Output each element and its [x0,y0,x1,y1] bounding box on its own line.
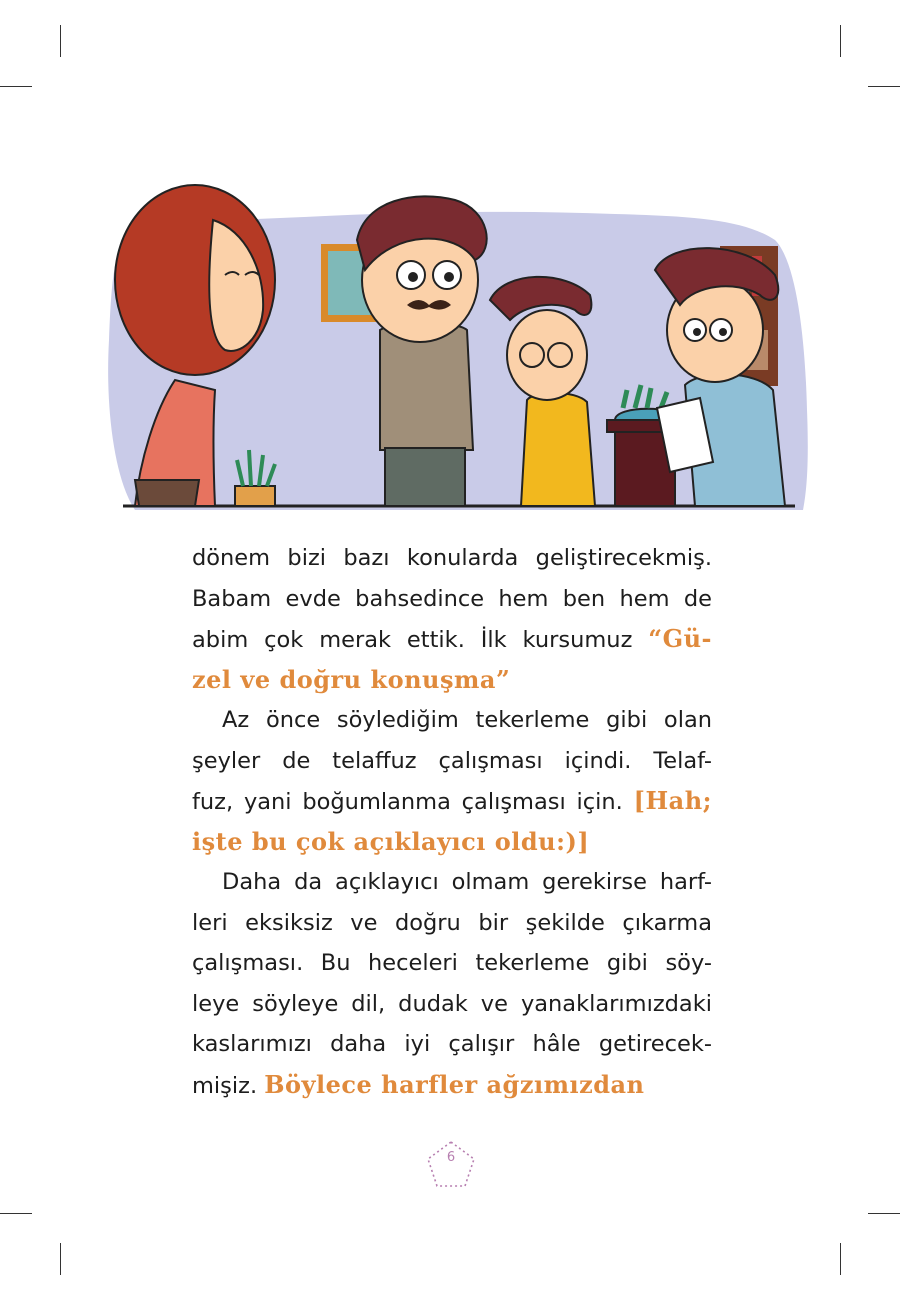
text-line [192,1024,712,1065]
highlighted-text: [Hah; [633,786,712,815]
page-number-badge [425,1138,477,1190]
text-line [192,781,712,822]
crop-mark-top-left-h [0,86,32,87]
text-segment: Babam evde bahsedince hem ben hem de [192,585,712,612]
crop-mark-top-right-v [840,25,841,57]
crop-mark-top-right-h [868,86,900,87]
highlighted-text: zel ve doğru konuşma” [192,664,511,694]
text-segment: mişiz. [192,1072,265,1099]
text-line [192,660,712,701]
text-line [192,984,712,1025]
text-line [192,700,712,741]
text-line [192,903,712,944]
text-segment: Daha da açıklayıcı olmam gerekirse harf- [222,869,712,895]
crop-mark-top-left-v [60,25,61,57]
text-line [192,862,712,903]
text-segment: leye söyleye dil, dudak ve yanaklarımızdaki [192,990,712,1017]
text-segment: çalışması. Bu heceleri tekerleme gibi söy- [192,950,712,976]
text-segment: şeyler de telaffuz çalışması içindi. Telaf- [192,747,712,774]
text-line [192,538,712,579]
text-line [192,943,712,984]
text-line [192,741,712,782]
page-number: 6 [446,1150,456,1165]
highlighted-text: “Gü- [648,624,712,653]
text-line [192,822,712,863]
crop-mark-bottom-right-v [840,1243,841,1275]
story-text [192,538,712,1105]
paragraph [192,862,712,1105]
text-segment: abim çok merak ettik. İlk kursumuz [192,627,649,653]
crop-mark-bottom-right-h [868,1213,900,1214]
text-segment: Az önce söylediğim tekerleme gibi olan [222,707,712,733]
text-line [192,1065,712,1106]
text-line [192,619,712,660]
text-line [192,579,712,620]
crop-mark-bottom-left-h [0,1213,32,1214]
paragraph [192,700,712,862]
text-segment: fuz, yani boğumlanma çalışması için. [192,789,634,815]
paragraph [192,538,712,700]
highlighted-text: Böylece harfler ağzımızdan [264,1069,645,1099]
text-segment: kaslarımızı daha iyi çalışır hâle getirecek- [192,1031,712,1057]
family-illustration [95,180,815,520]
highlighted-text: işte bu çok açıklayıcı oldu:)] [192,826,590,856]
crop-mark-bottom-left-v [60,1243,61,1275]
text-segment: dönem bizi bazı konularda geliştirecekmiş. [192,545,712,571]
text-segment: leri eksiksiz ve doğru bir şekilde çıkarma [192,909,712,936]
